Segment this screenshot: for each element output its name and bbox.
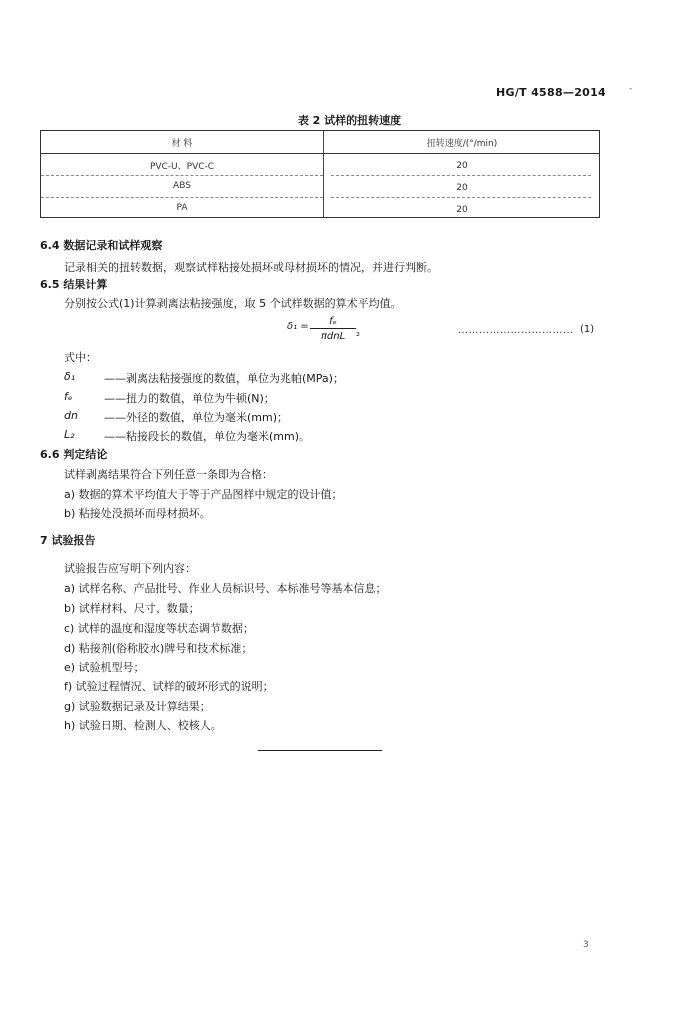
symbol-description: ——扭力的数值，单位为牛顿(N)； xyxy=(104,392,275,405)
section-7-text: 试验报告应写明下列内容： xyxy=(64,562,196,575)
formula-number: (1) xyxy=(580,324,595,335)
speed-table xyxy=(40,130,600,218)
formula-fraction xyxy=(310,316,356,342)
table-cell-speed: 20 xyxy=(456,161,468,171)
list-item: f) 试验过程情况、试样的破坏形式的说明； xyxy=(64,680,274,693)
section-heading-6-5: 6.5 结果计算 xyxy=(40,278,108,291)
table-cell-material: PA xyxy=(176,203,188,213)
table-header-speed: 扭转速度/(°/min) xyxy=(426,139,498,149)
section-heading-7: 7 试验报告 xyxy=(40,534,96,547)
section-heading-6-4: 6.4 数据记录和试样观察 xyxy=(40,239,163,252)
formula-leader-dots: …………………………… xyxy=(458,325,574,336)
formula-numerator: fₑ xyxy=(310,316,356,329)
page-number: 3 xyxy=(583,940,589,950)
table-cell-speed: 20 xyxy=(456,205,468,215)
list-item: b) 试样材料、尺寸、数量； xyxy=(64,602,200,615)
list-item: h) 试验日期、检测人、校核人。 xyxy=(64,719,222,732)
formula-lhs: δ₁ = xyxy=(287,321,309,332)
list-item: b) 粘接处没损坏而母材损坏。 xyxy=(64,507,211,520)
table-title: 表 2 试样的扭转速度 xyxy=(297,114,402,127)
list-item: g) 试验数据记录及计算结果； xyxy=(64,700,211,713)
table-row-divider xyxy=(41,175,323,176)
section-6-5-text: 分别按公式(1)计算剥离法粘接强度，取 5 个试样数据的算术平均值。 xyxy=(64,297,402,310)
table-cell-material: ABS xyxy=(173,181,191,191)
list-item: e) 试验机型号； xyxy=(64,661,145,674)
section-6-6-text: 试样剥离结果符合下列任意一条即为合格： xyxy=(64,468,273,481)
table-cell-material: PVC-U、PVC-C xyxy=(149,162,215,172)
symbol: L₂ xyxy=(64,428,75,441)
where-label: 式中： xyxy=(64,351,97,364)
standard-code: HG/T 4588—2014 xyxy=(496,86,607,99)
table-cell-speed: 20 xyxy=(456,183,468,193)
table-row-divider xyxy=(41,197,323,198)
symbol-description: ——剥离法粘接强度的数值，单位为兆帕(MPa)； xyxy=(104,372,344,385)
symbol: fₑ xyxy=(64,390,73,403)
corner-mark: - xyxy=(629,84,633,94)
symbol-description: ——粘接段长的数值，单位为毫米(mm)。 xyxy=(104,430,311,443)
end-rule xyxy=(258,750,382,751)
symbol: dn xyxy=(64,409,78,422)
list-item: d) 粘接剂(俗称胶水)牌号和技术标准； xyxy=(64,642,253,655)
list-item: a) 试样名称、产品批号、作业人员标识号、本标准号等基本信息； xyxy=(64,582,387,595)
table-row-divider xyxy=(331,175,591,176)
list-item: c) 试样的温度和湿度等状态调节数据； xyxy=(64,622,254,635)
table-header-divider xyxy=(41,153,599,154)
formula-denominator: πdnL xyxy=(320,331,346,342)
table-header-material: 材 料 xyxy=(171,139,193,149)
section-6-4-text: 记录相关的扭转数据，观察试样粘接处损坏或母材损坏的情况，并进行判断。 xyxy=(64,261,438,274)
formula-subscript: ₂ xyxy=(356,328,361,339)
list-item: a) 数据的算术平均值大于等于产品图样中规定的设计值； xyxy=(64,488,343,501)
section-heading-6-6: 6.6 判定结论 xyxy=(40,448,108,461)
symbol-description: ——外径的数值，单位为毫米(mm)； xyxy=(104,411,289,424)
table-row-divider xyxy=(331,197,591,198)
symbol: δ₁ xyxy=(64,370,76,383)
